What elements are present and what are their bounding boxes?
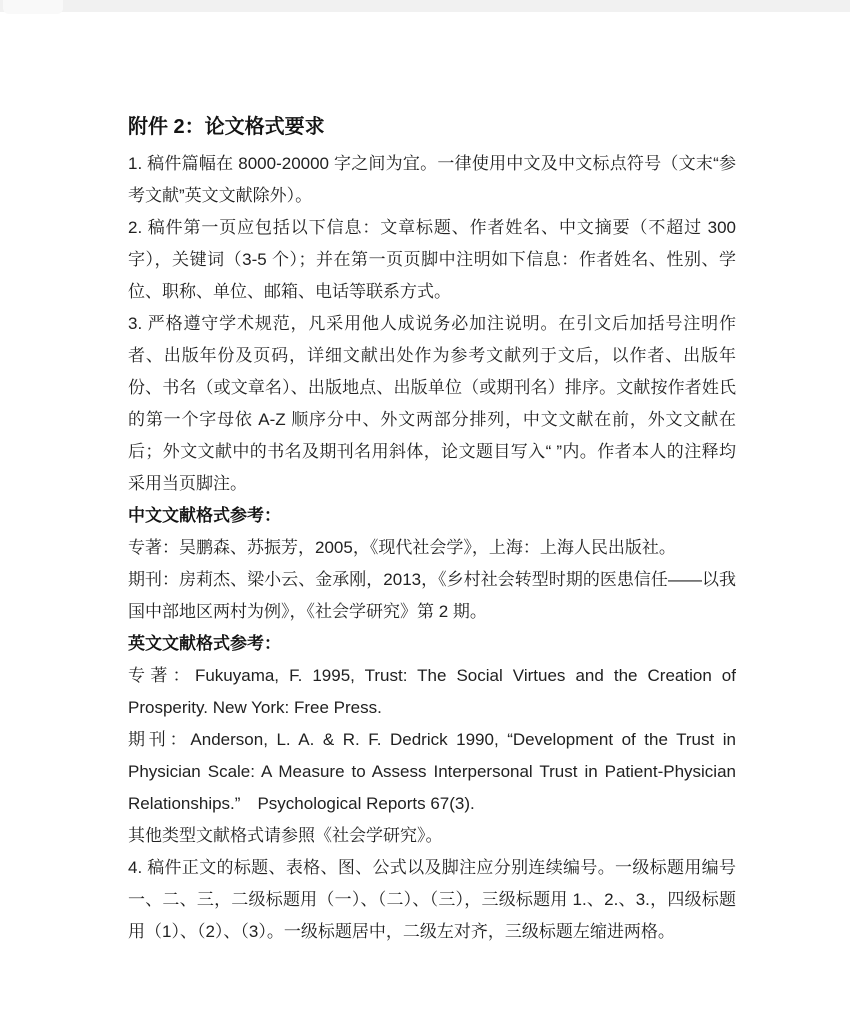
other-reference-note: 其他类型文献格式请参照《社会学研究》。 [128,826,443,845]
english-reference-header: 英文文献格式参考： [128,634,281,653]
chinese-reference-book-example: 专著：吴鹏森、苏振芳，2005，《现代社会学》，上海：上海人民出版社。 [128,538,676,557]
english-reference-book-example: 专著：Fukuyama, F. 1995, Trust: The Social Virtues and the Creation of Prosperity. New York: Free Press. [128,666,736,717]
window-tab-remnant [3,0,63,14]
rule-1-length: 1. 稿件篇幅在 8000-20000 字之间为宜。一律使用中文及中文标点符号（文末“参考文献”英文文献除外）。 [128,154,736,205]
english-reference-journal-example: 期刊：Anderson, L. A. & R. F. Dedrick 1990, “Development of the Trust in Physician Scale: A Measure to Assess Interpersonal Trust in Patient-Physician Relationships.” Psychological Reports 67(3). [128,730,736,813]
document-title: 附件 2：论文格式要求 [128,116,325,138]
document-page [128,112,736,948]
chinese-reference-journal-example: 期刊：房莉杰、梁小云、金承刚，2013，《乡村社会转型时期的医患信任——以我国中部地区两村为例》，《社会学研究》第 2 期。 [128,570,736,621]
window-top-strip [0,0,850,12]
rule-3-citation-norms: 3. 严格遵守学术规范，凡采用他人成说务必加注说明。在引文后加括号注明作者、出版年份及页码，详细文献出处作为参考文献列于文后，以作者、出版年份、书名（或文章名）、出版地点、出版单位（或期刊名）排序。文献按作者姓氏的第一个字母依 A-Z 顺序分中、外文两部分排列，中文文献在前，外文文献在后；外文文献中的书名及期刊名用斜体，论文题目写入“ ”内。作者本人的注释均采用当页脚注。 [128,314,736,493]
rule-2-first-page-info: 2. 稿件第一页应包括以下信息：文章标题、作者姓名、中文摘要（不超过 300 字），关键词（3-5 个）；并在第一页页脚中注明如下信息：作者姓名、性别、学位、职称、单位、邮箱、电话等联系方式。 [128,218,736,301]
rule-4-numbering-headings: 4. 稿件正文的标题、表格、图、公式以及脚注应分别连续编号。一级标题用编号一、二、三，二级标题用（一）、（二）、（三），三级标题用 1.、2.、3.，四级标题用（1）、（2）、（3）。一级标题居中，二级左对齐，三级标题左缩进两格。 [128,858,736,941]
chinese-reference-header: 中文文献格式参考： [128,506,281,525]
